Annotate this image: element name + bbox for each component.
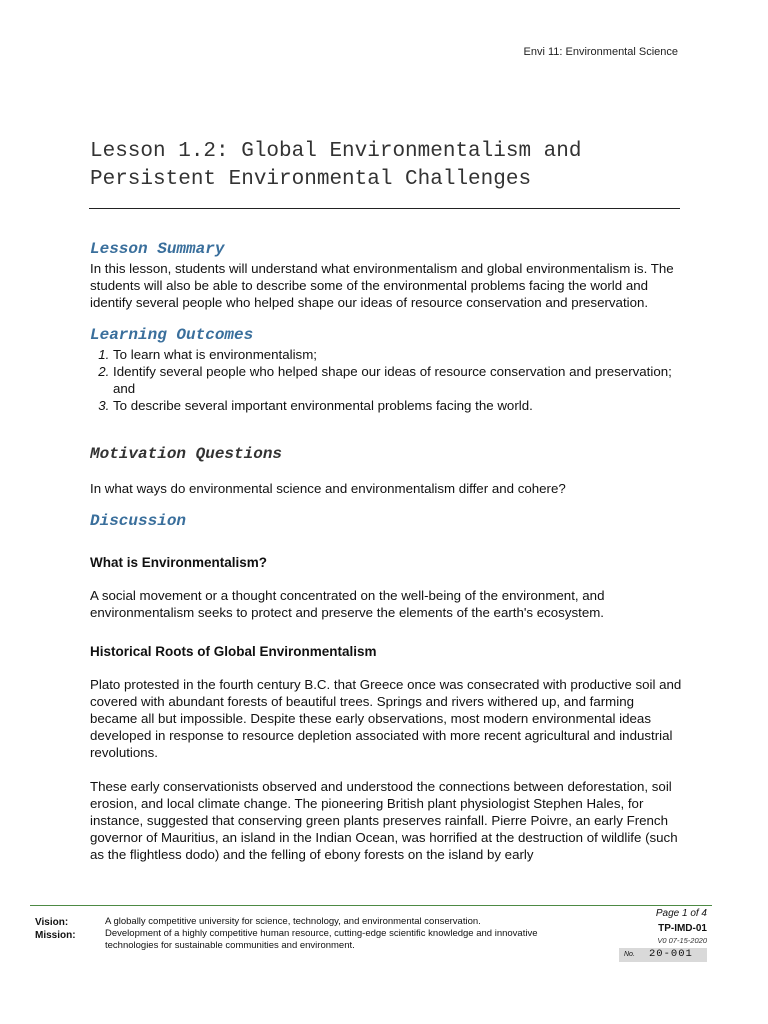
document-number: 20-001	[649, 948, 693, 960]
course-header: Envi 11: Environmental Science	[523, 46, 678, 58]
footer-statements	[105, 916, 545, 952]
what-is-environmentalism-heading: What is Environmentalism?	[90, 555, 268, 570]
lesson-summary-text: In this lesson, students will understand what environmentalism and global environmentalism is. The students will also be able to describe some of the environmental problems facing the world and identify several people who helped shape our ideas of resource conservation and preservation.	[90, 261, 674, 310]
outcome-item: 3. To describe several important environmental problems facing the world.	[113, 397, 682, 414]
historical-roots-paragraph-1: Plato protested in the fourth century B.C. that Greece once was consecrated with productive soil and covered with abundant forests of beautiful trees. Springs and rivers withered up, and farming became all but impossible. Despite these early observations, most modern environmental ideas developed in response to resource depletion associated with more recent agricultural and industrial revolutions.	[90, 677, 682, 760]
mission-text: Development of a highly competitive human resource, cutting-edge scientific knowledge and innovative technologies for sustainable communities and environment.	[105, 928, 538, 951]
document-number-label: No.	[624, 951, 635, 958]
lesson-summary-heading: Lesson Summary	[90, 240, 225, 258]
title-divider	[89, 208, 680, 209]
historical-roots-paragraph-2: These early conservationists observed and understood the connections between deforestation, soil erosion, and local climate change. The pioneering British plant physiologist Stephen Hales, for instance, suggested that conserving green plants preserves rainfall. Pierre Poivre, an early French governor of Mauritius, an island in the Indian Ocean, was horrified at the destruction of wildlife (such as the flightless dodo) and the felling of ebony forests on the island by early	[90, 779, 678, 862]
footer-divider	[30, 905, 712, 906]
document-info	[607, 908, 707, 962]
discussion-heading: Discussion	[90, 512, 187, 530]
document-number-box	[619, 948, 707, 962]
learning-outcomes-heading: Learning Outcomes	[90, 326, 254, 344]
vision-label: Vision:	[35, 917, 69, 928]
page-footer	[30, 905, 712, 985]
learning-outcomes-list	[90, 346, 682, 414]
document-code: TP-IMD-01	[658, 923, 707, 934]
mission-label: Mission:	[35, 930, 76, 941]
what-is-environmentalism-text: A social movement or a thought concentrated on the well-being of the environment, and environmentalism seeks to protect and preserve the elements of the earth's ecosystem.	[90, 588, 605, 620]
lesson-title: Lesson 1.2: Global Environmentalism and Persistent Environmental Challenges	[90, 140, 582, 191]
footer-labels	[35, 916, 76, 942]
document-version: V0 07-15-2020	[657, 936, 707, 945]
vision-text: A globally competitive university for science, technology, and environmental conservation.	[105, 916, 481, 927]
outcome-item: 1. To learn what is environmentalism;	[113, 346, 682, 363]
outcome-item: 2. Identify several people who helped shape our ideas of resource conservation and preservation; and	[113, 363, 682, 397]
lesson-content	[90, 238, 682, 863]
historical-roots-heading: Historical Roots of Global Environmentalism	[90, 644, 377, 659]
page-number: Page 1 of 4	[655, 908, 707, 919]
motivation-question-text: In what ways do environmental science and environmentalism differ and cohere?	[90, 481, 566, 496]
motivation-questions-heading: Motivation Questions	[90, 445, 283, 463]
